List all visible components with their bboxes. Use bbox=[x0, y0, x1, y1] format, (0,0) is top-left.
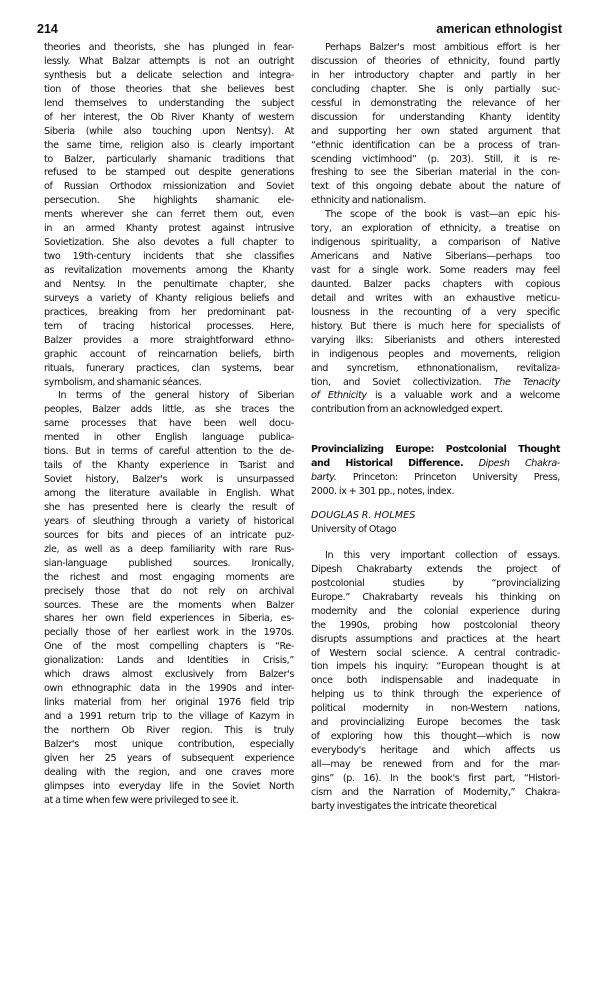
text-line: ments wherever she can ferret them out, even bbox=[44, 209, 294, 221]
left-column bbox=[44, 41, 294, 808]
text-line: glimpses into everyday life in the Soviet North bbox=[44, 780, 294, 792]
text-line: two 19th-century incidents that she classifies bbox=[44, 251, 294, 263]
text-line: as revitalization movements among the Khanty bbox=[44, 265, 294, 276]
publisher: Princeton: Princeton University Press, bbox=[352, 472, 560, 484]
citation-line bbox=[311, 457, 560, 471]
reviewer-name: DOUGLAS R. HOLMES bbox=[311, 510, 416, 522]
text-line: among the literature available in English. What bbox=[44, 488, 294, 499]
text-line: freshing to see the Siberian material in the con- bbox=[311, 167, 560, 179]
text-line: in indigenous peoples and movements, religion bbox=[311, 348, 560, 360]
text-line: everybody's heritage and which affects us bbox=[311, 745, 560, 757]
text-line: tion impels his inquiry: “European thought is at bbox=[311, 661, 560, 673]
text-line: to Balzer, particularly shamanic traditions that bbox=[44, 153, 294, 165]
text-line: lousness in the recounting of a very specific bbox=[311, 306, 560, 318]
text-line: links material from her original 1976 field trip bbox=[44, 697, 294, 709]
text-line: the same time, religion also is clearly important bbox=[44, 139, 294, 151]
text-line: Siberia (while also touching upon Nentsy). At bbox=[44, 125, 294, 137]
text-line: history. But there is much here for specialists of bbox=[311, 320, 560, 332]
text-line: pecially those of her earliest work in the 1970s. bbox=[44, 627, 294, 639]
text-line: synthesis but a delicate selection and integra- bbox=[44, 69, 294, 81]
text-line: theories and theorists, she has plunged in fear- bbox=[44, 42, 294, 53]
text-line: barty investigates the intricate theoretical bbox=[311, 800, 497, 812]
text-line: zle, as well as a deep familiarity with rare Rus- bbox=[44, 543, 294, 555]
book-review-citation bbox=[311, 443, 560, 499]
text-line: peoples, Balzer adds little, as she traces the bbox=[44, 404, 294, 416]
text-line: political modernity in non-Western nations, bbox=[311, 703, 560, 715]
text-line: mented in other English language publica- bbox=[44, 432, 294, 444]
text-line: tion of those theories that she believes best bbox=[44, 83, 294, 95]
text-line: which draws almost exclusively from Balzer's bbox=[44, 669, 294, 681]
text-line: she has presented here is clearly the result of bbox=[44, 501, 294, 513]
text-line: tails of the Khanty experience in Tsarist and bbox=[44, 460, 294, 472]
text-line: shares her own field experiences in Siberia, es- bbox=[44, 613, 294, 625]
paragraph bbox=[311, 208, 560, 375]
text-line: disrupts assumptions and practices at the heart bbox=[311, 633, 560, 645]
text-line: discussion of theories of ethnicity, found partly bbox=[311, 55, 560, 67]
review-body-paragraph bbox=[311, 549, 560, 814]
text-line: The scope of the book is vast—an epic his- bbox=[325, 209, 560, 221]
text-line: cessful in demonstrating the relevance of her bbox=[311, 97, 560, 109]
text-line: once both indispensable and inadequate in bbox=[311, 675, 560, 687]
text-line: One of the most compelling chapters is “Re- bbox=[44, 641, 294, 653]
text-line: precisely those that do not rely on archival bbox=[44, 585, 294, 597]
page-number: 214 bbox=[37, 22, 58, 36]
text-line: rituals, funerary practices, clan systems, bear bbox=[44, 362, 294, 374]
text-line: vast for a single work. Some readers may feel bbox=[311, 265, 560, 276]
text-line: varying ilks: Siberianists and others interested bbox=[311, 334, 560, 346]
text-line: lessly. What Balzar attempts is not an outright bbox=[44, 55, 294, 67]
text-line: sources. These are the moments when Balzer bbox=[44, 599, 294, 611]
text-line: years of sleuthing through a variety of historical bbox=[44, 515, 294, 527]
text-line: Americans and Native Siberians—perhaps too bbox=[311, 251, 560, 263]
text-line: gionalization: Lands and Identities in Crisis,” bbox=[44, 655, 294, 667]
text-line: symbolism, and shamanic séances. bbox=[44, 376, 202, 388]
book-title: of Ethnicity bbox=[311, 390, 367, 402]
citation-line bbox=[311, 471, 560, 485]
text-line: sian-language published sources. Ironically, bbox=[44, 557, 294, 569]
text-line: In this very important collection of essays. bbox=[325, 549, 560, 561]
paragraph bbox=[44, 41, 294, 389]
book-title: and Historical Difference. bbox=[311, 458, 464, 470]
text-line: scending victimhood” (p. 203). Still, it is re- bbox=[311, 153, 560, 165]
text-line: of exploring how this thought—which is now bbox=[311, 731, 560, 743]
text-line: surveys a variety of Khanty religious beliefs and bbox=[44, 292, 294, 304]
text-line: persecution. She highlights shamanic ele- bbox=[44, 195, 294, 207]
text-line: detail and writes with an exhaustive meticu- bbox=[311, 292, 560, 304]
paragraph bbox=[311, 41, 560, 208]
text-line: and provincializing Europe becomes the task bbox=[311, 717, 560, 729]
reviewer-affiliation: University of Otago bbox=[311, 524, 397, 535]
text-line: gins” (p. 16). In the book's first part, “Histori- bbox=[311, 772, 560, 784]
text-line: text of this ongoing debate about the nature of bbox=[311, 181, 560, 193]
text-line: the richest and most engaging moments are bbox=[44, 571, 294, 583]
text-line: ethnicity and nationalism. bbox=[311, 195, 426, 207]
text-line: postcolonial studies by “provincializing bbox=[311, 577, 560, 589]
text-line: of her interest, the Ob River Khanty of western bbox=[44, 111, 294, 123]
text-line: Balzer provides a more straightforward ethno- bbox=[44, 334, 294, 346]
text-line: discussion for understanding Khanty identity bbox=[311, 111, 560, 123]
text-line: contribution from an acknowledged expert. bbox=[311, 404, 503, 416]
text-line: the northern Ob River region. This is truly bbox=[44, 724, 294, 736]
text-line: of Russian Orthodox missionization and Soviet bbox=[44, 181, 294, 193]
text-line: dealing with the region, and one craves more bbox=[44, 766, 294, 778]
text-line: the 1990s, probing how postcolonial theory bbox=[311, 619, 560, 631]
text-line: own ethnographic data in the 1990s and inter- bbox=[44, 683, 294, 695]
citation-line: 2000. ix + 301 pp., notes, index. bbox=[311, 486, 455, 498]
journal-name: american ethnologist bbox=[436, 22, 562, 36]
text-line: all—may be renewed from and for the mar- bbox=[311, 759, 560, 770]
paragraph bbox=[44, 389, 294, 807]
text-line: graphic account of reincarnation beliefs, birth bbox=[44, 348, 294, 360]
text-line: Dipesh Chakrabarty extends the project of bbox=[311, 563, 560, 575]
text-line: tern of tracing historical processes. Here, bbox=[44, 320, 294, 332]
text-line: Europe.” Chakrabarty reveals his thinking on bbox=[311, 591, 560, 603]
text-line: given her 25 years of subsequent experience bbox=[44, 752, 294, 764]
text-line: practices, breaking from her predominant pat- bbox=[44, 306, 294, 318]
text-line: lend themselves to understanding the subject bbox=[44, 97, 294, 109]
book-title: Provincializing Europe: Postcolonial Thought bbox=[311, 444, 560, 456]
text-line: Soviet history, Balzer's work is unsurpassed bbox=[44, 474, 294, 486]
text-line: Sovietization. She also devotes a full chapter to bbox=[44, 237, 294, 249]
reviewer-block bbox=[311, 509, 560, 537]
text-line: “ethnic identification can be a process of tran- bbox=[311, 139, 560, 151]
text-line: concluding chapter. She is only partially suc- bbox=[311, 83, 560, 95]
text-line: modernity and the colonial experience during bbox=[311, 605, 560, 617]
text-line: tory, an exploration of ethnicity, a treatise on bbox=[311, 223, 560, 235]
text-line: refused to be stamped out despite generations bbox=[44, 167, 294, 179]
text-line: and syncretism, ethnonationalism, revitaliza- bbox=[311, 362, 560, 374]
text-line: indigenous spirituality, a comparison of Native bbox=[311, 237, 560, 249]
text-line: In terms of the general history of Siberian bbox=[58, 390, 294, 402]
running-head bbox=[37, 22, 562, 38]
book-author: Dipesh Chakra- bbox=[478, 458, 561, 470]
text-line: tion, and Soviet collectivization. The Tenacity bbox=[311, 376, 560, 388]
text-line: and a 1991 return trip to the village of Kazym in bbox=[44, 711, 294, 722]
book-author: barty. bbox=[311, 472, 337, 484]
text-line: of Western social science. A central contradic- bbox=[311, 647, 560, 659]
text-line: of Ethnicity is a valuable work and a welcome bbox=[311, 390, 560, 402]
text-line: and supporting her own stated argument that bbox=[311, 125, 560, 137]
text-line: cism and the Narration of Modernity,” Chakra- bbox=[311, 786, 560, 798]
text-line: at a time when few were privileged to see it. bbox=[44, 794, 239, 806]
paragraph-closing bbox=[311, 376, 560, 418]
text-line: in an armed Khanty protest against intrusive bbox=[44, 223, 294, 235]
text-line: daunted. Balzer packs chapters with copious bbox=[311, 278, 560, 290]
right-column bbox=[311, 41, 560, 814]
text-line: tions. But in terms of careful attention to the de- bbox=[44, 446, 294, 458]
text-line: same processes that have been well docu- bbox=[44, 418, 294, 430]
text-line: Perhaps Balzer's most ambitious effort is her bbox=[325, 42, 560, 53]
text-line: Balzer's most unique contribution, especially bbox=[44, 738, 294, 750]
text-line: and Nentsy. In the penultimate chapter, she bbox=[44, 278, 294, 290]
text-line: sources for bits and pieces of an intricate puz- bbox=[44, 529, 294, 541]
text-line: helping us to think through the experience of bbox=[311, 689, 560, 701]
book-title: The Tenacity bbox=[493, 376, 560, 388]
text-line: in her introductory chapter and partly in her bbox=[311, 69, 560, 81]
citation-line bbox=[311, 443, 560, 457]
